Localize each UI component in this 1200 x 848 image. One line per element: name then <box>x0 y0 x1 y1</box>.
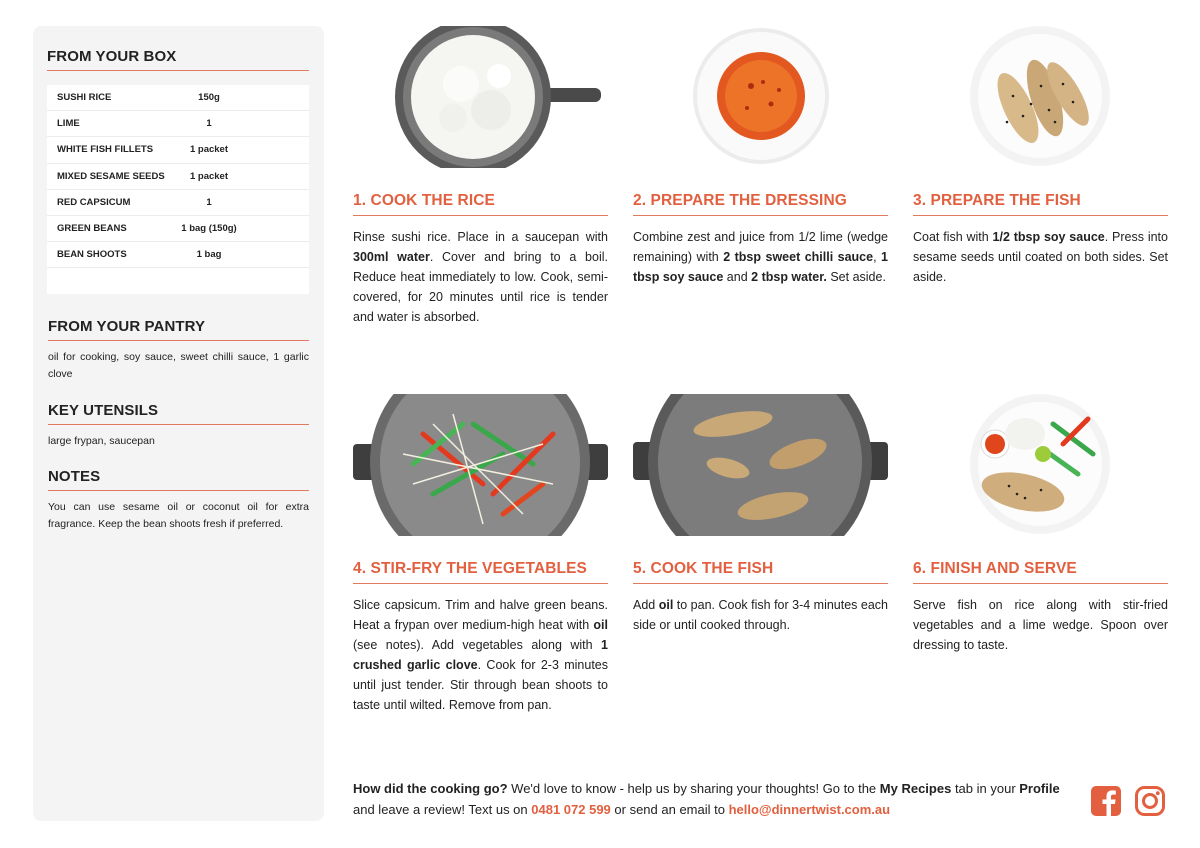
ingredient-qty: 1 packet <box>189 144 229 156</box>
step-ingredient-highlight: 2 tbsp water. <box>751 270 827 284</box>
step-text: . Cook for 2-3 minutes until just tender. Stir through bean shoots to taste until wilted. Remove from pan. <box>353 658 609 712</box>
step-text: Combine zest and juice from 1/2 lime (wedge remaining) with <box>633 230 888 264</box>
step-1 <box>353 26 608 327</box>
footer-text-3: and leave a review! Text us on <box>353 802 532 817</box>
step-ingredient-highlight: 1 tbsp soy sauce <box>633 250 888 284</box>
step-text: Add <box>633 598 659 612</box>
step-text: Serve fish on rice along with stir-fried vegetables and a lime wedge. Spoon over dressing to taste. <box>913 598 1168 652</box>
utensils-title: KEY UTENSILS <box>48 402 309 425</box>
review-prompt <box>353 778 1073 820</box>
instagram-icon[interactable] <box>1134 785 1166 817</box>
review-question: How did the cooking go? <box>353 781 508 796</box>
email-link[interactable]: hello@dinnertwist.com.au <box>728 802 891 817</box>
ingredient-row <box>47 190 309 216</box>
step-instructions <box>913 227 1168 287</box>
plated-dish-photo <box>913 394 1168 536</box>
notes-text: You can use sesame oil or coconut oil for extra fragrance. Keep the bean shoots fresh if preferred. <box>48 501 309 530</box>
pantry-title: FROM YOUR PANTRY <box>48 318 309 341</box>
ingredient-name: SUSHI RICE <box>57 92 112 104</box>
ingredients-table <box>47 85 309 294</box>
step-ingredient-highlight: oil <box>593 618 608 632</box>
ingredient-qty: 1 <box>206 196 212 208</box>
pantry-section <box>48 318 309 383</box>
facebook-icon[interactable] <box>1090 785 1122 817</box>
pantry-text: oil for cooking, soy sauce, sweet chilli sauce, 1 garlic clove <box>48 351 309 380</box>
step-title: 2. PREPARE THE DRESSING <box>633 192 888 216</box>
ingredient-qty: 1 bag (150g) <box>181 223 237 235</box>
ingredient-row <box>47 111 309 137</box>
coated-fish-plate-photo <box>913 26 1168 168</box>
step-ingredient-highlight: oil <box>658 598 674 612</box>
step-instructions <box>913 595 1168 655</box>
from-your-box-title: FROM YOUR BOX <box>47 48 309 71</box>
ingredient-name: RED CAPSICUM <box>57 196 131 208</box>
step-instructions <box>633 595 888 635</box>
step-title: 5. COOK THE FISH <box>633 560 888 584</box>
ingredient-name: LIME <box>57 118 80 130</box>
step-text: to pan. Cook fish for 3-4 minutes each side or until cooked through. <box>633 598 889 632</box>
step-title: 4. STIR-FRY THE VEGETABLES <box>353 560 608 584</box>
step-instructions <box>353 227 608 327</box>
step-ingredient-highlight: 300ml water <box>353 250 430 264</box>
step-text: Coat fish with <box>913 230 993 244</box>
ingredient-name: WHITE FISH FILLETS <box>57 144 154 156</box>
my-recipes-link[interactable]: My Recipes <box>879 781 952 796</box>
profile-link[interactable]: Profile <box>1019 781 1060 796</box>
step-instructions <box>633 227 888 287</box>
utensils-text: large frypan, saucepan <box>48 435 155 447</box>
step-text: Rinse sushi rice. Place in a saucepan with <box>353 230 608 244</box>
ingredient-row <box>47 242 309 268</box>
ingredient-row <box>47 137 309 163</box>
ingredient-qty: 150g <box>198 92 220 104</box>
step-text: Set aside. <box>826 270 886 284</box>
step-ingredient-highlight: 1 crushed garlic clove <box>353 638 608 672</box>
step-4 <box>353 394 608 715</box>
rice-saucepan-photo <box>353 26 608 168</box>
ingredient-name: BEAN SHOOTS <box>57 249 127 261</box>
ingredient-qty: 1 packet <box>189 170 229 182</box>
step-title: 6. FINISH AND SERVE <box>913 560 1168 584</box>
ingredient-row <box>47 216 309 242</box>
ingredient-qty: 1 bag <box>196 249 222 261</box>
ingredient-row <box>47 85 309 111</box>
step-text: (see notes). Add vegetables along with <box>353 638 602 652</box>
step-text: . Cover and bring to a boil. Reduce heat immediately to low. Cook, semi-covered, for 20 minutes until rice is tender and water is absorbed. <box>353 250 608 324</box>
ingredient-name: MIXED SESAME SEEDS <box>57 170 165 182</box>
step-text: , <box>873 250 882 264</box>
footer-text-4: or send an email to <box>610 802 729 817</box>
stir-fry-vegetables-photo <box>353 394 608 536</box>
sidebar <box>33 26 324 821</box>
ingredient-name: GREEN BEANS <box>57 223 127 235</box>
step-5 <box>633 394 888 635</box>
notes-section <box>48 468 309 533</box>
utensils-section <box>48 402 309 450</box>
step-3 <box>913 26 1168 287</box>
phone-number[interactable]: 0481 072 599 <box>531 802 611 817</box>
step-text: and <box>723 270 752 284</box>
step-text: . Press into sesame seeds until coated on both sides. Set aside. <box>913 230 1168 284</box>
step-instructions <box>353 595 608 715</box>
step-text: Slice capsicum. Trim and halve green beans. Heat a frypan over medium-high heat with <box>353 598 608 632</box>
footer-text-2: tab in your <box>951 781 1020 796</box>
cooking-fish-pan-photo <box>633 394 888 536</box>
footer-text-1: We'd love to know - help us by sharing your thoughts! Go to the <box>507 781 880 796</box>
ingredient-row <box>47 164 309 190</box>
step-6 <box>913 394 1168 655</box>
step-ingredient-highlight: 2 tbsp sweet chilli sauce <box>723 250 874 264</box>
notes-title: NOTES <box>48 468 309 491</box>
ingredient-qty: 1 <box>206 118 212 130</box>
step-title: 1. COOK THE RICE <box>353 192 608 216</box>
dressing-bowl-photo <box>633 26 888 168</box>
step-title: 3. PREPARE THE FISH <box>913 192 1168 216</box>
step-2 <box>633 26 888 287</box>
step-ingredient-highlight: 1/2 tbsp soy sauce <box>992 230 1105 244</box>
